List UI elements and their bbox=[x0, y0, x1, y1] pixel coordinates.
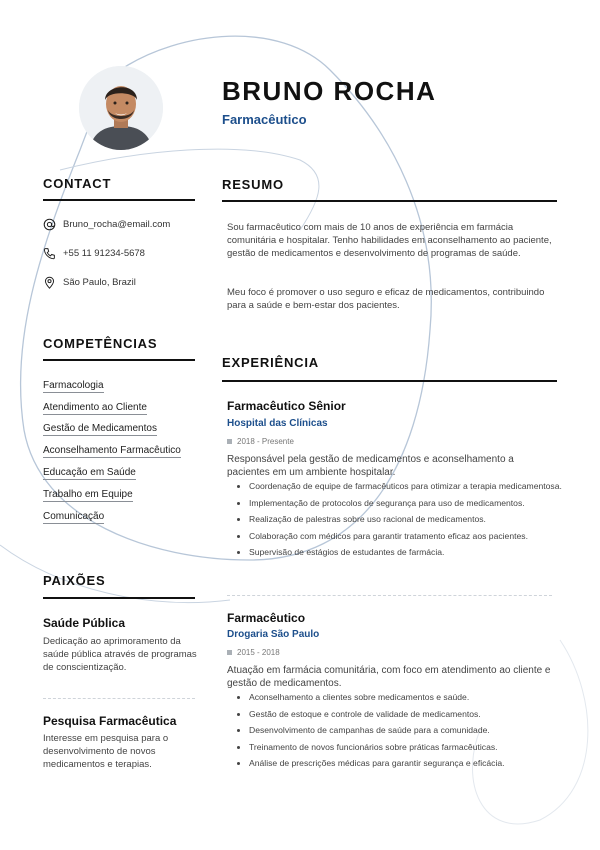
location-text: São Paulo, Brazil bbox=[63, 277, 136, 288]
job-bullet: • Colaboração com médicos para garantir tratamento eficaz aos pacientes. bbox=[249, 531, 571, 542]
skills-heading: COMPETÊNCIAS bbox=[43, 336, 158, 351]
email-text: Bruno_rocha@email.com bbox=[63, 219, 171, 230]
skill-item: Farmacologia bbox=[43, 380, 104, 391]
job-bullets bbox=[237, 481, 571, 564]
passions-heading: PAIXÕES bbox=[43, 573, 106, 588]
calendar-icon bbox=[227, 439, 232, 444]
experience-heading: EXPERIÊNCIA bbox=[222, 355, 319, 370]
job-role: Farmacêutico bbox=[227, 611, 306, 625]
contact-divider bbox=[43, 199, 195, 201]
job-bullets bbox=[237, 692, 571, 775]
passions-divider bbox=[43, 597, 195, 599]
contact-heading: CONTACT bbox=[43, 176, 112, 191]
contact-email[interactable] bbox=[43, 218, 170, 231]
skill-item: Gestão de Medicamentos bbox=[43, 423, 157, 434]
passion-separator bbox=[43, 698, 195, 699]
skill-item: Atendimento ao Cliente bbox=[43, 402, 147, 413]
summary-paragraph: Sou farmacêutico com mais de 10 anos de experiência em farmácia comunitária e hospitalar. Tenho habilidades em aconselhamento ao paciente, gestão de medicamentos e desenvolvimento de programas de saúde. bbox=[227, 222, 552, 259]
job-dates-text: 2018 - Presente bbox=[237, 437, 294, 446]
job-role: Farmacêutico Sênior bbox=[227, 399, 346, 413]
skills-divider bbox=[43, 359, 195, 361]
job-bullet: • Análise de prescrições médicas para garantir segurança e eficácia. bbox=[249, 758, 571, 769]
contact-phone[interactable] bbox=[43, 247, 145, 260]
job-bullet: • Supervisão de estágios de estudantes de farmácia. bbox=[249, 547, 571, 558]
job-bullet: • Desenvolvimento de campanhas de saúde para a comunidade. bbox=[249, 725, 571, 736]
job-company: Hospital das Clínicas bbox=[227, 418, 328, 429]
job-dates-text: 2015 - 2018 bbox=[237, 648, 280, 657]
skill-item: Comunicação bbox=[43, 511, 105, 522]
calendar-icon bbox=[227, 650, 232, 655]
location-pin-icon bbox=[43, 276, 56, 289]
passion-title: Saúde Pública bbox=[43, 616, 126, 630]
job-bullet: • Treinamento de novos funcionários sobre práticas farmacêuticas. bbox=[249, 742, 571, 753]
profile-photo bbox=[79, 66, 163, 150]
skill-item: Trabalho em Equipe bbox=[43, 489, 133, 500]
skill-item: Educação em Saúde bbox=[43, 467, 136, 478]
passion-description: Interesse em pesquisa para o desenvolvimento de novos medicamentos e terapias. bbox=[43, 733, 169, 770]
contact-location bbox=[43, 276, 136, 289]
job-description: Atuação em farmácia comunitária, com foco em atendimento ao cliente e gestão de medicamentos. bbox=[227, 665, 551, 689]
job-bullet: • Realização de palestras sobre uso racional de medicamentos. bbox=[249, 514, 571, 525]
experience-divider bbox=[222, 380, 557, 382]
job-bullet: • Implementação de protocolos de segurança para uso de medicamentos. bbox=[249, 498, 571, 509]
at-sign-icon bbox=[43, 218, 56, 231]
summary-divider bbox=[222, 200, 557, 202]
avatar bbox=[79, 66, 163, 150]
summary-heading: RESUMO bbox=[222, 177, 284, 192]
job-separator bbox=[227, 595, 552, 596]
job-title: Farmacêutico bbox=[222, 112, 307, 127]
skill-item: Aconselhamento Farmacêutico bbox=[43, 445, 181, 456]
job-dates bbox=[227, 437, 294, 446]
passion-title: Pesquisa Farmacêutica bbox=[43, 714, 177, 728]
phone-icon bbox=[43, 247, 56, 260]
job-bullet: • Gestão de estoque e controle de validade de medicamentos. bbox=[249, 709, 571, 720]
job-bullet: • Coordenação de equipe de farmacêuticos para otimizar a terapia medicamentosa. bbox=[249, 481, 571, 492]
job-company: Drogaria São Paulo bbox=[227, 629, 320, 640]
job-dates bbox=[227, 648, 280, 657]
phone-text: +55 11 91234-5678 bbox=[63, 248, 145, 259]
passion-description: Dedicação ao aprimoramento da saúde pública através de programas de conscientização. bbox=[43, 636, 197, 673]
job-description: Responsável pela gestão de medicamentos e aconselhamento a pacientes em um ambiente hospitalar. bbox=[227, 454, 514, 478]
candidate-name: BRUNO ROCHA bbox=[222, 76, 437, 106]
job-bullet: • Aconselhamento a clientes sobre medicamentos e saúde. bbox=[249, 692, 571, 703]
summary-paragraph: Meu foco é promover o uso seguro e eficaz de medicamentos, contribuindo para a saúde e bem-estar dos pacientes. bbox=[227, 287, 545, 311]
